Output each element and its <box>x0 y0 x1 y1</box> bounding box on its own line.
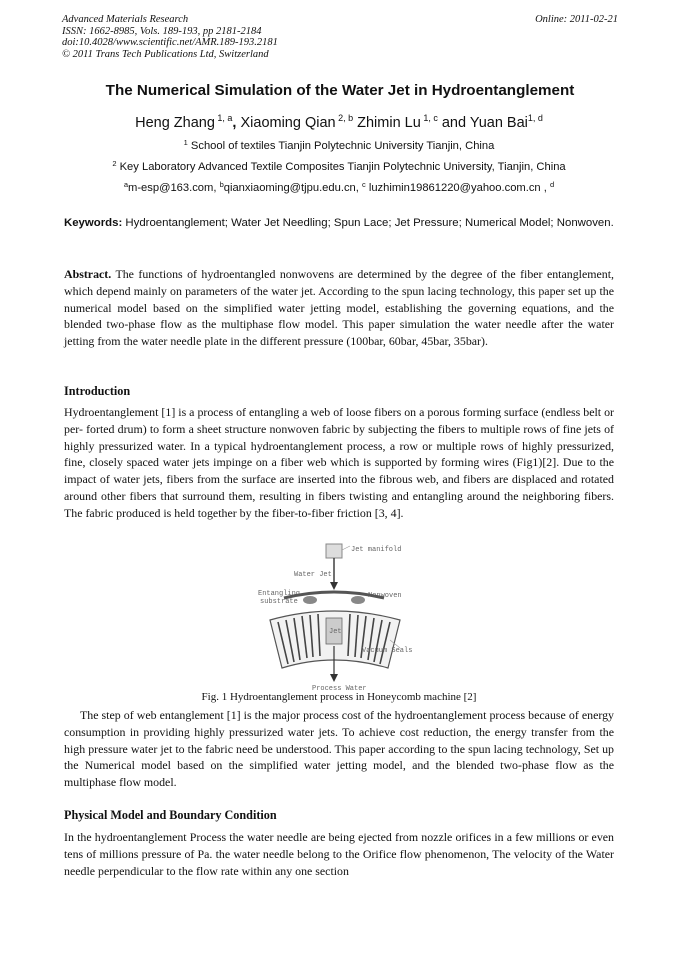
label-entangling: Entangling <box>258 590 301 598</box>
affiliation-1 <box>40 138 638 152</box>
email-mark: a <box>123 180 128 189</box>
keywords-label: Keywords: <box>64 217 123 229</box>
label-process-water: Process Water <box>312 685 367 692</box>
keywords-text: Hydroentanglement; Water Jet Needling; Spun Lace; Jet Pressure; Numerical Model; Nonwoven. <box>122 217 614 229</box>
email-mark: d <box>549 180 555 189</box>
doi-line: doi:10.4028/www.scientific.net/AMR.189-193.2181 <box>62 37 278 48</box>
process-water-arrowhead <box>330 674 338 682</box>
author-separator: , <box>232 115 241 131</box>
author-affiliation-mark: 1, c <box>420 113 438 123</box>
jet-manifold-shape <box>326 544 342 558</box>
affiliation-2 <box>40 159 638 173</box>
abstract-text: The functions of hydroentangled nonwovens are determined by the degree of the fiber entanglement, which depend mainly on parameters of the water jet. According to the spun lacing technology, this paper set up the numerical model based on the simplified water jetting model, establishing the governing equations, and the blended two-phase flow as the multiphase flow model. This paper simulation the water needle after the water jetting from the water needle plate in the different pressure (100bar, 60bar, 45bar, 35bar). <box>64 267 614 349</box>
physical-model-paragraph-1: In the hydroentanglement Process the water needle are being ejected from nozzle orifices in a few millions or even tens of millions pressure of Pa. the water needle belong to the Orifice flow phenomenon, The velocity of the Water needle perpendicular to the flow rate within any one section <box>64 830 614 878</box>
introduction-heading: Introduction <box>64 384 131 398</box>
email-text: qianxiaoming@tjpu.edu.cn, <box>223 182 362 194</box>
affiliation-mark: 2 <box>112 159 117 168</box>
email-mark: c <box>361 180 366 189</box>
issn-line: ISSN: 1662-8985, Vols. 189-193, pp 2181-2184 <box>62 25 262 37</box>
label-jet: Jet <box>329 628 342 636</box>
author-name: Heng Zhang <box>135 115 215 131</box>
figure-1 <box>250 540 415 692</box>
figure-1-caption: Fig. 1 Hydroentanglement process in Honeycomb machine [2] <box>201 691 477 703</box>
journal-metadata <box>62 14 618 60</box>
author-name: Xiaoming Qian <box>240 115 336 131</box>
author-separator: and <box>437 115 470 131</box>
email-text: luzhimin19861220@yahoo.com.cn , <box>365 182 550 194</box>
label-vacuum-seals: Vacuum Seals <box>362 647 413 655</box>
introduction-paragraph-2: The step of web entanglement [1] is the major process cost of the hydroentanglement process because of energy consumption in providing highly pressurized water jets. To achieve cost reduction, the energy transfer from the high pressure water jet to the fabric need be understood. This paper according to the spun lacing technology, Set up the Numerical model based on the simplified water jetting model, and the blended two-phase flow as the multiphase flow model. <box>64 708 614 790</box>
email-mark: b <box>219 180 224 189</box>
author-affiliation-mark: 1, d <box>527 113 543 123</box>
label-water-jet: Water Jet <box>294 571 332 579</box>
abstract-paragraph <box>64 266 614 350</box>
affiliation-text: Key Laboratory Advanced Textile Composites Tianjin Polytechnic University, Tianjin, China <box>116 161 566 173</box>
roller-right <box>351 596 365 604</box>
physical-model-heading: Physical Model and Boundary Condition <box>64 808 277 822</box>
affiliation-mark: 1 <box>183 138 188 147</box>
hydroentanglement-diagram <box>250 540 415 692</box>
author-affiliation-mark: 1, a <box>214 113 233 123</box>
journal-name: Advanced Materials Research <box>62 14 189 25</box>
author-name: Zhimin Lu <box>357 115 421 131</box>
email-text: m-esp@163.com, <box>128 182 220 194</box>
author-list <box>40 113 638 131</box>
copyright-line: © 2011 Trans Tech Publications Ltd, Switzerland <box>62 48 269 60</box>
email-list <box>40 180 638 194</box>
author-name: Yuan Bai <box>469 115 528 131</box>
author-affiliation-mark: 2, b <box>335 113 354 123</box>
label-nonwoven: Nonwoven <box>368 592 402 600</box>
introduction-paragraph-1: Hydroentanglement [1] is a process of entangling a web of loose fibers on a porous forming surface (endless belt or per- forted drum) to form a sheet structure nonwoven fabric by subjecting the fibers to multiple rows of fine jets of highly pressurized water. In a typical hydroentanglement process, a row or multiple rows of highly pressurized, fine, closely spaced water jets impinge on a fiber web which is supported by forming wires (Fig1)[2]. Due to the impact of water jets, fibers from the surface are inserted into the fibrous web, and fibers are displaced and rotated around other fibers that surround them, resulting in fibers twisting and entangling around the neighboring fibers. The fabric produced is held together by the fiber-to-fiber friction [3, 4]. <box>64 405 614 520</box>
paper-title: The Numerical Simulation of the Water Jet in Hydroentanglement <box>105 82 575 99</box>
abstract-label: Abstract. <box>64 267 112 281</box>
label-jet-manifold: Jet manifold <box>351 546 402 554</box>
affiliation-text: School of textiles Tianjin Polytechnic University Tianjin, China <box>187 140 495 152</box>
label-leader <box>342 546 350 550</box>
online-date: Online: 2011-02-21 <box>535 14 618 25</box>
label-substrate: substrate <box>260 598 298 606</box>
keywords-paragraph <box>64 216 614 232</box>
water-jet-arrowhead <box>330 582 338 590</box>
roller-left <box>303 596 317 604</box>
